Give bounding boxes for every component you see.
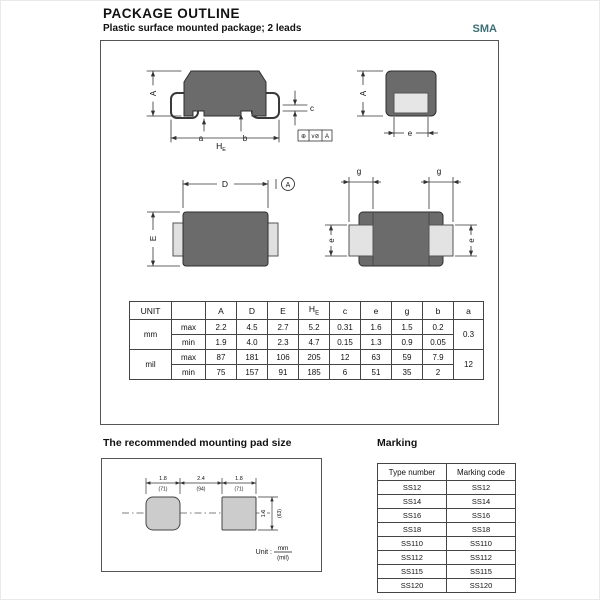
page-title: PACKAGE OUTLINE: [103, 6, 241, 21]
unit-note-denominator: (mil): [277, 555, 289, 562]
fcf-symbol-position: ⊕: [300, 134, 307, 140]
pad-dim-left-mil: (71): [158, 486, 168, 493]
marking-row: SS112 SS112: [378, 551, 516, 565]
dim-label-HE: $H_E$: [216, 141, 226, 153]
dimension-table: [129, 301, 484, 380]
dim-label-b: b: [242, 134, 248, 143]
dim-label-e-left: e: [327, 238, 336, 243]
top-view: [147, 178, 295, 267]
mounting-pad-box: [101, 458, 322, 572]
bottom-view: [325, 167, 477, 266]
package-code-label: SMA: [472, 23, 497, 35]
package-outline-drawing: [101, 41, 500, 296]
col-header-HE: $H_E$: [299, 302, 330, 320]
col-header-E: E: [268, 302, 299, 320]
lead-left-top: [173, 223, 184, 256]
dim-label-g-left: g: [356, 167, 362, 176]
pad-dim-left-mm: 1.8: [159, 476, 167, 482]
row-mil-min: min 75 157 91 185 6 51 35 2: [130, 365, 484, 380]
dim-label-g-right: g: [436, 167, 442, 176]
marking-row: SS110 SS110: [378, 537, 516, 551]
marking-row: SS12 SS12: [378, 481, 516, 495]
mounting-pad-left: [146, 497, 180, 530]
mounting-pad-right: [222, 497, 256, 530]
package-body-side: [184, 71, 266, 116]
unit-mm: mm: [130, 320, 172, 350]
fcf-datum-ref: A: [324, 134, 330, 140]
blank-header-cell: [172, 302, 206, 320]
dim-label-D: D: [221, 179, 229, 189]
pad-right-bottom: [429, 225, 453, 256]
mil-a-value: 12: [454, 350, 484, 380]
mounting-pad-drawing: [102, 459, 321, 571]
mounting-pad-heading: The recommended mounting pad size: [103, 437, 292, 449]
package-body-top: [183, 212, 268, 266]
row-label-min: min: [172, 335, 206, 350]
dim-label-e-right: e: [467, 238, 476, 243]
unit-note-label: Unit :: [255, 549, 272, 556]
row-mm-max: mm max 2.2 4.5 2.7 5.2 0.31 1.6 1.5 0.2 0.3: [130, 320, 484, 335]
pad-dim-right-mm: 1.8: [235, 476, 243, 482]
pad-dim-right-mil: (71): [234, 486, 244, 493]
package-outline-box: [100, 40, 499, 425]
dim-label-E: E: [149, 235, 158, 242]
marking-row: SS16 SS16: [378, 509, 516, 523]
dim-label-e-end: e: [407, 129, 413, 138]
col-header-g: g: [392, 302, 423, 320]
end-view: [357, 71, 438, 138]
dim-label-c: c: [310, 104, 314, 113]
datum-label: A: [285, 182, 291, 189]
mm-a-value: 0.3: [454, 320, 484, 350]
unit-mil: mil: [130, 350, 172, 380]
dim-label-A-side: A: [149, 90, 158, 97]
marking-heading: Marking: [377, 437, 418, 449]
row-mil-max: mil max 87 181 106 205 12 63 59 7.9 12: [130, 350, 484, 365]
pad-dim-gap-mil: (94): [196, 486, 206, 493]
marking-row: SS18 SS18: [378, 523, 516, 537]
feature-control-frame: [298, 130, 332, 141]
col-header-D: D: [237, 302, 268, 320]
marking-col-code: Marking code: [447, 464, 516, 481]
pad-dim-height-mm: 1.6: [261, 509, 267, 518]
fcf-tolerance: v⊘: [311, 134, 320, 140]
pad-dim-height-mil: (63): [277, 509, 283, 518]
page-subtitle: Plastic surface mounted package; 2 leads: [103, 23, 302, 34]
row-label-max: max: [172, 320, 206, 335]
pad-dim-gap-mm: 2.4: [197, 476, 205, 482]
unit-note: [256, 545, 292, 562]
marking-table-header: [378, 464, 516, 481]
unit-note-numerator: mm: [277, 545, 289, 552]
lead-right-top: [267, 223, 278, 256]
dimension-table-header: [130, 302, 484, 320]
marking-table: [377, 463, 516, 593]
marking-row: SS115 SS115: [378, 565, 516, 579]
col-header-a: a: [454, 302, 484, 320]
marking-col-type: Type number: [378, 464, 447, 481]
marking-row: SS14 SS14: [378, 495, 516, 509]
unit-header-cell: UNIT: [130, 302, 172, 320]
pad-left-bottom: [349, 225, 373, 256]
dim-label-a: a: [198, 134, 204, 143]
dim-label-A-end: A: [359, 90, 368, 97]
col-header-A: A: [206, 302, 237, 320]
col-header-b: b: [423, 302, 454, 320]
col-header-e: e: [361, 302, 392, 320]
marking-row: SS120 SS120: [378, 579, 516, 593]
row-mm-min: min 1.9 4.0 2.3 4.7 0.15 1.3 0.9 0.05: [130, 335, 484, 350]
col-header-c: c: [330, 302, 361, 320]
lead-plate: [394, 93, 428, 113]
side-view: [147, 71, 332, 153]
